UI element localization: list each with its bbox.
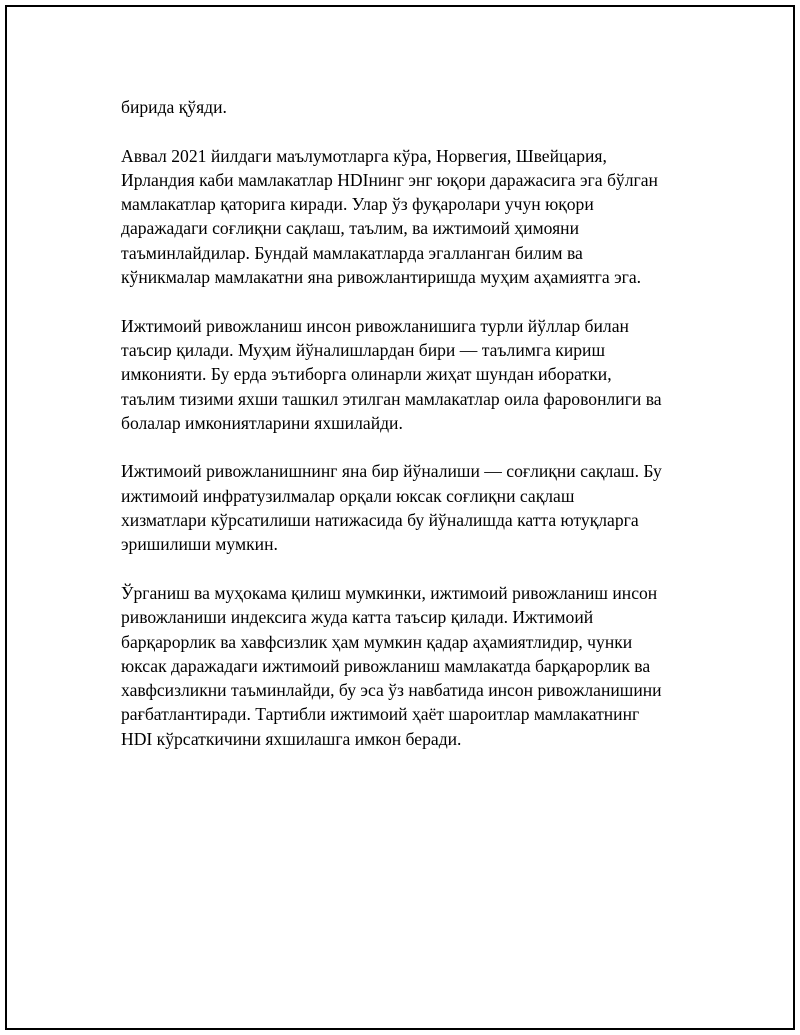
paragraph-3 [121,314,699,435]
paragraph-1 [121,95,699,119]
document-page [5,5,795,1030]
text-line: барқарорлик ва хавфсизлик ҳам мумкин қадар аҳамиятлидир, чунки [121,631,633,652]
text-line: имконияти. Бу ерда эътиборга олинарли жиҳат шундан иборатки, [121,364,612,385]
text-line: кўникмалар мамлакатни яна ривожлантиришда муҳим аҳамиятга эга. [121,267,642,288]
text-line: HDI кўрсаткичини яхшилашга имкон беради. [121,728,462,749]
text-line: мамлакатлар қаторига киради. Улар ўз фуқаролари учун юқори [121,194,594,215]
paragraph-5 [121,581,699,751]
paragraph-4 [121,459,699,556]
text-line: Ижтимоий ривожланиш инсон ривожланишига турли йўллар билан [121,315,629,336]
text-line: Ижтимоий ривожланишнинг яна бир йўналиши — соғлиқни сақлаш. Бу [121,461,662,482]
text-line: Ўрганиш ва муҳокама қилиш мумкинки, ижтимоий ривожланиш инсон [121,582,658,603]
text-line: эришилиши мумкин. [121,534,278,555]
document-body [121,95,699,775]
text-line: таълим тизими яхши ташкил этилган мамлакатлар оила фаровонлиги ва [121,388,662,409]
text-line: таъминлайдилар. Бундай мамлакатларда эгалланган билим ва [121,242,583,263]
text-line: юксак даражадаги ижтимоий ривожланиш мамлакатда барқарорлик ва [121,655,651,676]
text-line: хизматлари кўрсатилиши натижасида бу йўналишда катта ютуқларга [121,510,639,531]
text-line: таъсир қилади. Муҳим йўналишлардан бири — таълимга кириш [121,339,606,360]
paragraph-2 [121,144,699,290]
text-line: бирида қўяди. [121,97,227,117]
text-line: хавфсизликни таъминлайди, бу эса ўз навбатида инсон ривожланишини [121,680,662,701]
text-line: Ирландия каби мамлакатлар HDIнинг энг юқори даражасига эга бўлган [121,169,658,190]
text-line: ижтимоий инфратузилмалар орқали юксак соғлиқни сақлаш [121,485,575,506]
text-line: болалар имкониятларини яхшилайди. [121,412,403,433]
text-line: даражадаги соғлиқни сақлаш, таълим, ва ижтимоий ҳимояни [121,218,580,239]
text-line: Аввал 2021 йилдаги маълумотларга кўра, Норвегия, Швейцария, [121,145,607,166]
text-line: ривожланиши индексига жуда катта таъсир қилади. Ижтимоий [121,607,594,628]
text-line: рағбатлантиради. Тартибли ижтимоий ҳаёт шароитлар мамлакатнинг [121,704,640,725]
